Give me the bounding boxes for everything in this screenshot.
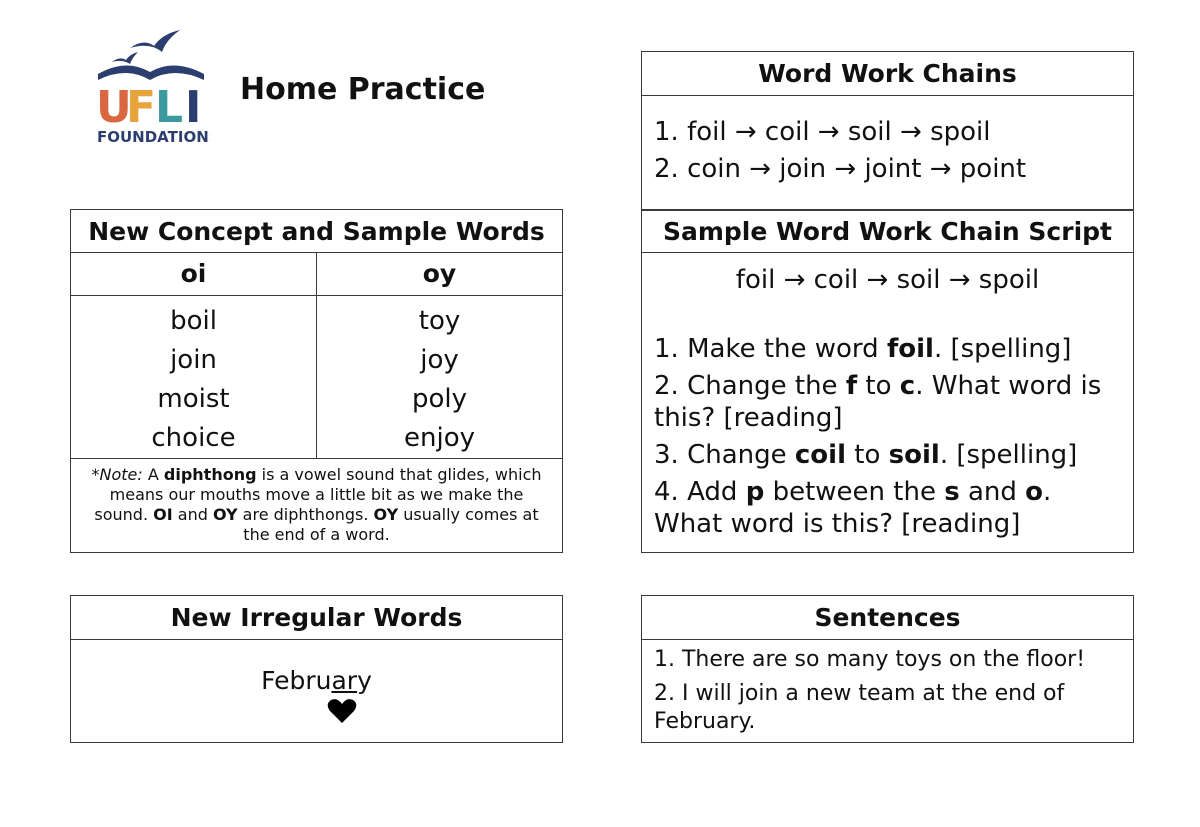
oy-word: joy [420, 345, 459, 375]
sample-words [71, 296, 562, 459]
column-header-oi: oi [71, 253, 317, 295]
oy-word: enjoy [404, 423, 475, 453]
chain-item: 1. foil → coil → soil → spoil [654, 117, 991, 147]
diphthong-note: *Note: A diphthong is a vowel sound that glides, which means our mouths move a little bit as we make the sound. OI and OY are diphthongs. OY usually comes at the end of a word. [91, 465, 542, 544]
svg-text:U: U [96, 82, 132, 133]
oi-word: moist [157, 384, 230, 414]
script-steps [642, 295, 1133, 540]
chain-item: 2. coin → join → joint → point [654, 154, 1027, 184]
script-chain: foil → coil → soil → spoil [735, 265, 1040, 295]
sentence-item: 2. I will join a new team at the end of February. [654, 681, 1065, 734]
sentences-title: Sentences [642, 596, 1133, 640]
oi-word-list [71, 296, 317, 458]
svg-text:L: L [155, 82, 184, 133]
concept-column-headers [71, 253, 562, 296]
concept-title: New Concept and Sample Words [71, 210, 562, 253]
heart-icon [327, 698, 357, 724]
oy-word: toy [418, 306, 461, 336]
chain-script-box [641, 209, 1134, 553]
script-step-1: 1. Make the word foil. [spelling] [654, 334, 1072, 364]
oi-word: boil [170, 306, 217, 336]
oy-word-list [317, 296, 562, 458]
oi-word: join [170, 345, 217, 375]
irregular-words-box [70, 595, 563, 743]
irregular-title: New Irregular Words [71, 596, 562, 640]
sentences-list [642, 640, 1133, 736]
sentences-box [641, 595, 1134, 743]
irregular-word: February [261, 666, 372, 695]
ufli-foundations-logo [92, 28, 210, 150]
script-step-4: 4. Add p between the s and o. What word is this? [reading] [654, 477, 1052, 539]
oi-word: choice [151, 423, 236, 453]
word-work-chains-box [641, 51, 1134, 211]
sentence-item: 1. There are so many toys on the floor! [654, 647, 1086, 672]
oy-word: poly [411, 384, 468, 414]
svg-text:FOUNDATIONS: FOUNDATIONS [97, 128, 210, 146]
chains-title: Word Work Chains [642, 52, 1133, 96]
page-title: Home Practice [240, 72, 486, 107]
svg-text:I: I [185, 82, 202, 133]
concept-table [70, 209, 563, 553]
column-header-oy: oy [422, 259, 457, 288]
svg-text:F: F [126, 82, 157, 133]
chains-list [642, 96, 1133, 188]
script-step-2: 2. Change the f to c. What word is this? [reading] [654, 371, 1102, 433]
script-title: Sample Word Work Chain Script [642, 210, 1133, 253]
script-step-3: 3. Change coil to soil. [spelling] [654, 440, 1078, 470]
